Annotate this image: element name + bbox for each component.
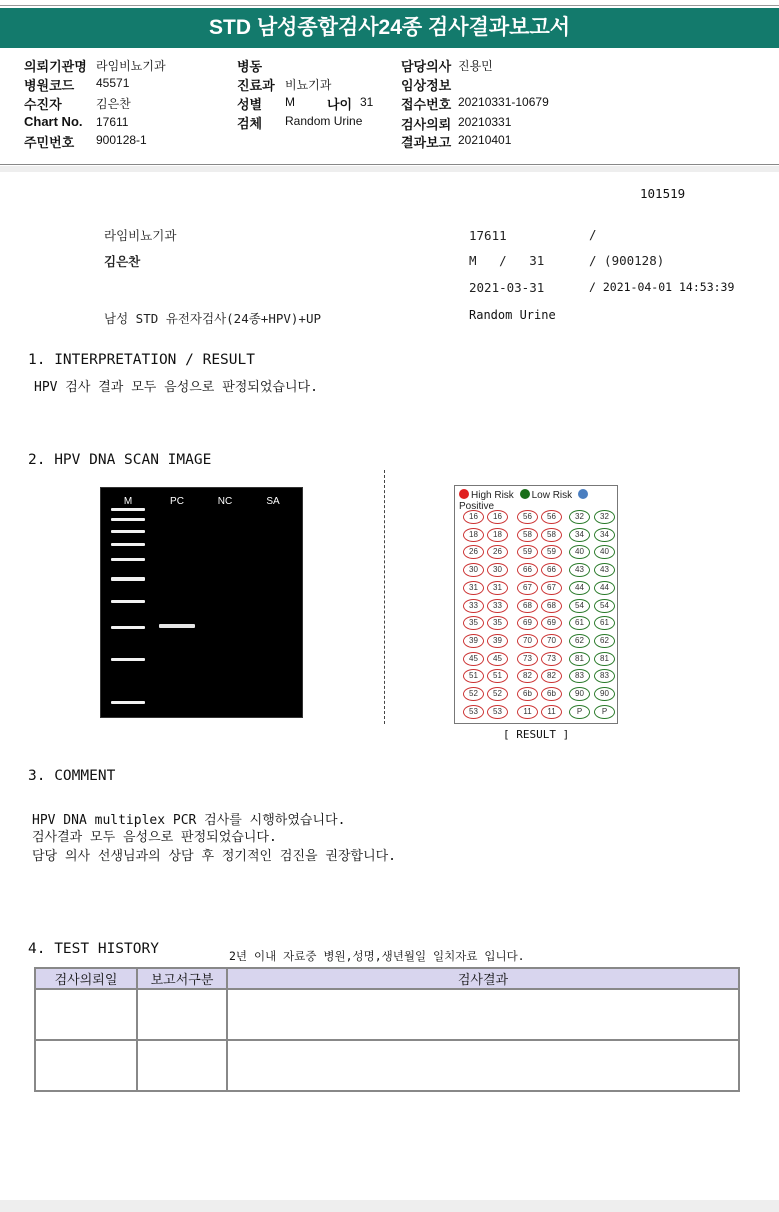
hpv-type-marker: 66 <box>541 563 562 577</box>
header-value: M <box>285 95 295 109</box>
hpv-type-marker: 31 <box>487 581 508 595</box>
hpv-type-marker: 6b <box>517 687 538 701</box>
hpv-type-marker: 67 <box>541 581 562 595</box>
interpretation-text: HPV 검사 결과 모두 음성으로 판정되었습니다. <box>34 380 318 395</box>
header-label: 병동 <box>237 59 263 74</box>
comment-line: HPV DNA multiplex PCR 검사를 시행하였습니다. <box>32 813 346 828</box>
hpv-type-marker: 62 <box>594 634 615 648</box>
ladder-band <box>111 558 145 561</box>
hpv-type-marker: 6b <box>541 687 562 701</box>
header-label: 검사의뢰 <box>401 117 452 132</box>
hpv-type-marker: 73 <box>541 652 562 666</box>
hpv-type-marker: 70 <box>517 634 538 648</box>
hpv-type-marker: 34 <box>594 528 615 542</box>
hpv-type-marker: 61 <box>594 616 615 630</box>
legend-label: Positive <box>459 501 495 512</box>
hpv-type-marker: 61 <box>569 616 590 630</box>
ladder-band <box>111 658 145 661</box>
hpv-type-marker: 90 <box>594 687 615 701</box>
hpv-type-marker: 82 <box>541 669 562 683</box>
record-code: 101519 <box>640 186 686 201</box>
table-row <box>35 1040 739 1091</box>
request-date: 2021-03-31 <box>469 280 545 295</box>
hpv-type-marker: 45 <box>463 652 484 666</box>
table-cell <box>35 1040 137 1091</box>
hpv-type-marker: 53 <box>463 705 484 719</box>
hpv-type-marker: 45 <box>487 652 508 666</box>
header-value: Random Urine <box>285 114 363 128</box>
gel-lane-label: NC <box>217 496 233 507</box>
header-value: 20210401 <box>458 133 512 147</box>
legend-label: Low Risk <box>531 490 573 501</box>
hpv-type-marker: 33 <box>487 599 508 613</box>
table-cell <box>35 989 137 1040</box>
high-risk-dot-icon <box>459 489 469 499</box>
section-4-title: 4. TEST HISTORY <box>28 941 159 957</box>
hpv-type-marker: 53 <box>487 705 508 719</box>
ladder-band <box>111 543 145 546</box>
hpv-type-marker: 44 <box>569 581 590 595</box>
chart-number: 17611 <box>469 228 507 243</box>
header-label: 담당의사 <box>401 59 452 74</box>
report-title: STD 남성종합검사24종 검사결과보고서 <box>0 8 779 48</box>
hpv-type-marker: P <box>569 705 590 719</box>
gel-lane-label: SA <box>266 496 280 507</box>
hpv-type-marker: 11 <box>517 705 538 719</box>
hpv-type-marker: 58 <box>541 528 562 542</box>
sex-age: M / 31 <box>469 253 545 268</box>
header-divider <box>0 164 779 165</box>
hpv-type-marker: 18 <box>487 528 508 542</box>
ladder-band <box>111 626 145 629</box>
hpv-type-marker: 52 <box>487 687 508 701</box>
test-name: 남성 STD 유전자검사(24종+HPV)+UP <box>104 311 322 326</box>
history-header-date: 검사의뢰일 <box>35 968 137 989</box>
hpv-type-marker: 35 <box>487 616 508 630</box>
strip-caption: [ RESULT ] <box>503 728 570 741</box>
hpv-type-marker: 40 <box>594 545 615 559</box>
hpv-type-marker: 81 <box>569 652 590 666</box>
hpv-type-marker: 82 <box>517 669 538 683</box>
hpv-type-marker: 73 <box>517 652 538 666</box>
section-2-title: 2. HPV DNA SCAN IMAGE <box>28 452 212 468</box>
header-label: 주민번호 <box>24 135 75 150</box>
ladder-band <box>111 701 145 704</box>
hpv-type-marker: 32 <box>569 510 590 524</box>
header-label: 접수번호 <box>401 97 452 112</box>
hpv-type-marker: 67 <box>517 581 538 595</box>
hpv-type-marker: 68 <box>541 599 562 613</box>
hpv-type-marker: 52 <box>463 687 484 701</box>
header-value: 비뇨기과 <box>285 78 332 92</box>
hpv-type-marker: 26 <box>463 545 484 559</box>
hpv-type-marker: 59 <box>541 545 562 559</box>
gel-lane-label: PC <box>170 496 184 507</box>
gel-lane-label: M <box>123 496 133 507</box>
positive-dot-icon <box>578 489 588 499</box>
top-border <box>0 0 779 6</box>
low-risk-dot-icon <box>520 489 530 499</box>
header-label: 임상정보 <box>401 78 452 93</box>
history-header-type: 보고서구분 <box>137 968 227 989</box>
ladder-band <box>111 600 145 603</box>
hpv-type-marker: 34 <box>569 528 590 542</box>
hpv-type-marker: 39 <box>487 634 508 648</box>
table-cell <box>137 989 227 1040</box>
legend-label: High Risk <box>471 490 514 501</box>
hpv-type-marker: 58 <box>517 528 538 542</box>
birth-date: / (900128) <box>589 253 665 268</box>
clinic-name: 라임비뇨기과 <box>104 228 177 243</box>
comment-line: 담당 의사 선생님과의 상담 후 정기적인 검진을 권장합니다. <box>32 849 397 864</box>
image-divider <box>384 470 385 724</box>
hpv-type-marker: 30 <box>487 563 508 577</box>
ladder-band <box>111 577 145 581</box>
hpv-result-strip <box>454 485 618 724</box>
header-shadow <box>0 166 779 172</box>
patient-name: 김은찬 <box>104 254 141 269</box>
hpv-type-marker: 70 <box>541 634 562 648</box>
ladder-band <box>111 508 145 511</box>
gel-image <box>100 487 303 718</box>
hpv-type-marker: 83 <box>569 669 590 683</box>
table-cell <box>227 1040 739 1091</box>
history-note: 2년 이내 자료중 병원,성명,생년월일 일치자료 입니다. <box>229 949 525 963</box>
hpv-type-marker: 62 <box>569 634 590 648</box>
hpv-type-marker: 51 <box>463 669 484 683</box>
hpv-type-marker: 54 <box>569 599 590 613</box>
hpv-type-marker: 81 <box>594 652 615 666</box>
hpv-type-marker: 35 <box>463 616 484 630</box>
hpv-type-marker: 32 <box>594 510 615 524</box>
header-value: 17611 <box>96 115 129 129</box>
hpv-type-marker: 68 <box>517 599 538 613</box>
hpv-type-marker: 43 <box>569 563 590 577</box>
header-value: 900128-1 <box>96 133 147 147</box>
ladder-band <box>111 518 145 521</box>
header-label: 검체 <box>237 116 263 131</box>
hpv-type-marker: 11 <box>541 705 562 719</box>
header-value: 진용민 <box>458 59 493 73</box>
header-value: 라임비뇨기과 <box>96 59 166 73</box>
hpv-type-marker: 43 <box>594 563 615 577</box>
header-label: 결과보고 <box>401 135 452 150</box>
page-footer <box>0 1200 779 1212</box>
hpv-type-marker: 69 <box>541 616 562 630</box>
hpv-type-marker: 26 <box>487 545 508 559</box>
header-label: 진료과 <box>237 78 275 93</box>
header-value: 20210331-10679 <box>458 95 549 109</box>
hpv-type-marker: 40 <box>569 545 590 559</box>
hpv-type-marker: P <box>594 705 615 719</box>
hpv-type-marker: 16 <box>463 510 484 524</box>
hpv-type-marker: 56 <box>517 510 538 524</box>
header-label: 의뢰기관명 <box>24 59 87 74</box>
header-label: 병원코드 <box>24 78 75 93</box>
specimen: Random Urine <box>469 308 556 322</box>
hpv-type-marker: 44 <box>594 581 615 595</box>
hpv-type-marker: 51 <box>487 669 508 683</box>
comment-line: 검사결과 모두 음성으로 판정되었습니다. <box>32 830 277 845</box>
hpv-type-marker: 39 <box>463 634 484 648</box>
slash-separator: / <box>589 227 597 242</box>
hpv-type-marker: 31 <box>463 581 484 595</box>
section-3-title: 3. COMMENT <box>28 768 116 784</box>
table-cell <box>227 989 739 1040</box>
header-label: 성별 <box>237 97 263 112</box>
hpv-type-marker: 16 <box>487 510 508 524</box>
strip-legend <box>459 489 617 512</box>
hpv-type-marker: 33 <box>463 599 484 613</box>
hpv-type-marker: 59 <box>517 545 538 559</box>
history-header-result: 검사결과 <box>227 968 739 989</box>
hpv-type-marker: 83 <box>594 669 615 683</box>
hpv-type-marker: 54 <box>594 599 615 613</box>
report-datetime: / 2021-04-01 14:53:39 <box>589 280 735 294</box>
pc-band <box>159 624 195 628</box>
header-label: 나이 <box>327 97 353 112</box>
hpv-type-marker: 69 <box>517 616 538 630</box>
header-value: 20210331 <box>458 115 512 129</box>
section-1-title: 1. INTERPRETATION / RESULT <box>28 352 255 368</box>
hpv-type-marker: 18 <box>463 528 484 542</box>
header-label: Chart No. <box>24 114 83 129</box>
hpv-type-marker: 56 <box>541 510 562 524</box>
hpv-type-marker: 90 <box>569 687 590 701</box>
hpv-type-marker: 66 <box>517 563 538 577</box>
header-label: 수진자 <box>24 97 62 112</box>
header-value: 45571 <box>96 76 130 90</box>
hpv-type-marker: 30 <box>463 563 484 577</box>
table-row <box>35 989 739 1040</box>
ladder-band <box>111 530 145 533</box>
table-cell <box>137 1040 227 1091</box>
header-value: 김은찬 <box>96 97 131 111</box>
history-table <box>34 967 740 1092</box>
header-value: 31 <box>360 95 374 109</box>
